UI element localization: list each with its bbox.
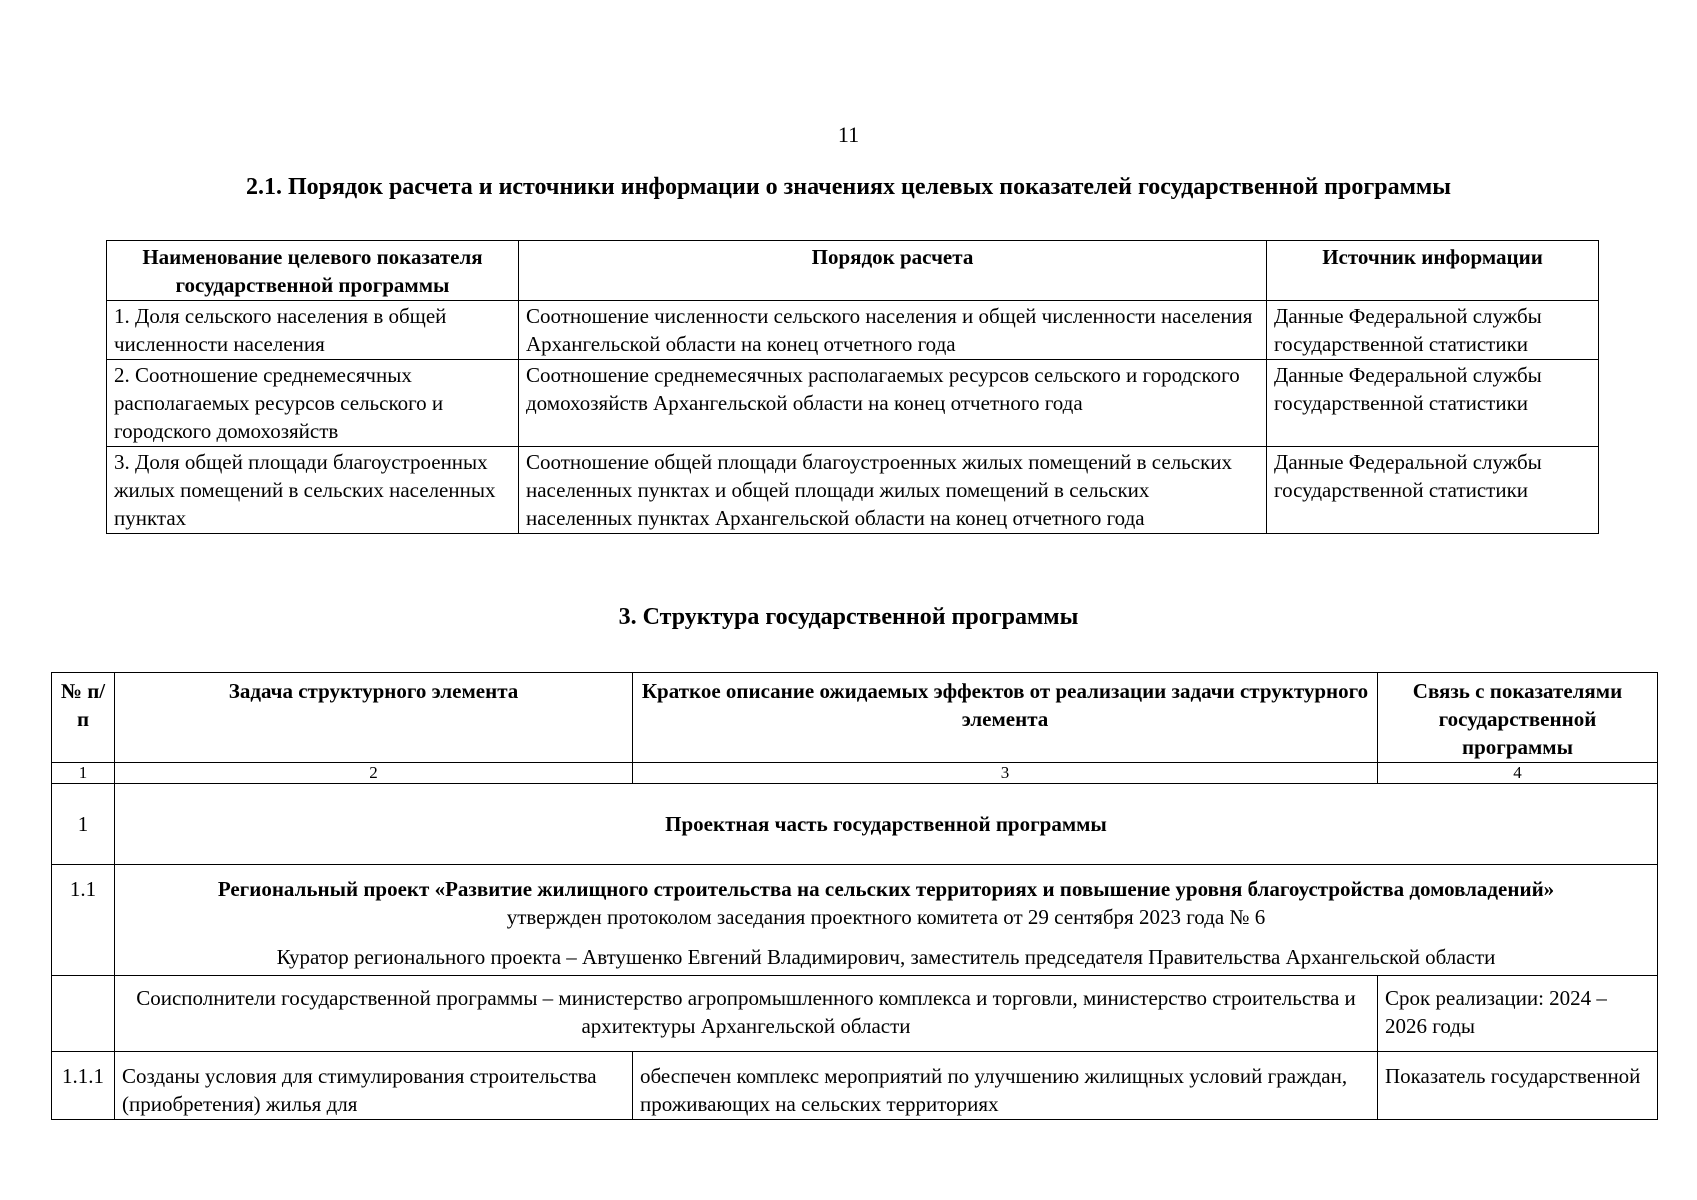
indicator-link-text: Показатель государственной [1378,1052,1658,1120]
row-number [52,976,115,1052]
column-number: 1 [52,763,115,784]
indicator-name: 1. Доля сельского населения в общей численности населения [107,301,519,360]
indicator-source: Данные Федеральной службы государственной статистики [1267,360,1599,447]
table-header-row [52,673,1658,763]
indicator-source: Данные Федеральной службы государственной статистики [1267,447,1599,534]
header-indicator-link: Связь с показателями государственной программы [1378,673,1658,763]
header-task: Задача структурного элемента [115,673,633,763]
header-number: № п/п [52,673,115,763]
task-text: Созданы условия для стимулирования строительства (приобретения) жилья для [115,1052,633,1120]
implementation-term: Срок реализации: 2024 – 2026 годы [1378,976,1658,1052]
header-effects: Краткое описание ожидаемых эффектов от реализации задачи структурного элемента [633,673,1378,763]
indicator-name: 2. Соотношение среднемесячных располагаемых ресурсов сельского и городского домохозяйств [107,360,519,447]
section-2-1-title: 2.1. Порядок расчета и источники информации о значениях целевых показателей государственной программы [245,174,1452,200]
project-part-title: Проектная часть государственной программы [115,784,1658,865]
table-header-row [107,241,1599,301]
regional-project-title: Региональный проект «Развитие жилищного строительства на сельских территориях и повышение уровня благоустройства домовладений» [217,877,1555,901]
column-number-row [52,763,1658,784]
table-row [107,447,1599,534]
table-row [52,1052,1658,1120]
table-row [52,865,1658,976]
row-number: 1.1 [52,865,115,976]
regional-project-approved: утвержден протоколом заседания проектного комитета от 29 сентября 2023 года № 6 [506,905,1266,929]
row-number: 1.1.1 [52,1052,115,1120]
regional-project-curator: Куратор регионального проекта – Автушенко Евгений Владимирович, заместитель председателя Правительства Архангельской области [276,945,1496,969]
table-row [107,360,1599,447]
indicator-source: Данные Федеральной службы государственной статистики [1267,301,1599,360]
column-number: 2 [115,763,633,784]
row-number: 1 [52,784,115,865]
header-indicator-name: Наименование целевого показателя государственной программы [107,241,519,301]
header-source: Источник информации [1267,241,1599,301]
coexecutors-text: Соисполнители государственной программы – министерство агропромышленного комплекса и торговли, министерство строительства и архитектуры Архангельской области [115,976,1378,1052]
indicators-table [106,240,1599,534]
table-row [52,784,1658,865]
column-number: 4 [1378,763,1658,784]
page-number: 11 [837,122,860,147]
regional-project-cell [115,865,1658,976]
table-row [107,301,1599,360]
structure-table [51,672,1658,1120]
indicator-calculation: Соотношение численности сельского населения и общей численности населения Архангельской области на конец отчетного года [519,301,1267,360]
effect-text: обеспечен комплекс мероприятий по улучшению жилищных условий граждан, проживающих на сельских территориях [633,1052,1378,1120]
indicator-name: 3. Доля общей площади благоустроенных жилых помещений в сельских населенных пунктах [107,447,519,534]
indicator-calculation: Соотношение общей площади благоустроенных жилых помещений в сельских населенных пунктах и общей площади жилых помещений в сельских населенных пунктах Архангельской области на конец отчетного года [519,447,1267,534]
column-number: 3 [633,763,1378,784]
header-calculation: Порядок расчета [519,241,1267,301]
indicator-calculation: Соотношение среднемесячных располагаемых ресурсов сельского и городского домохозяйств Архангельской области на конец отчетного года [519,360,1267,447]
table-row [52,976,1658,1052]
section-3-title: 3. Структура государственной программы [618,604,1079,630]
